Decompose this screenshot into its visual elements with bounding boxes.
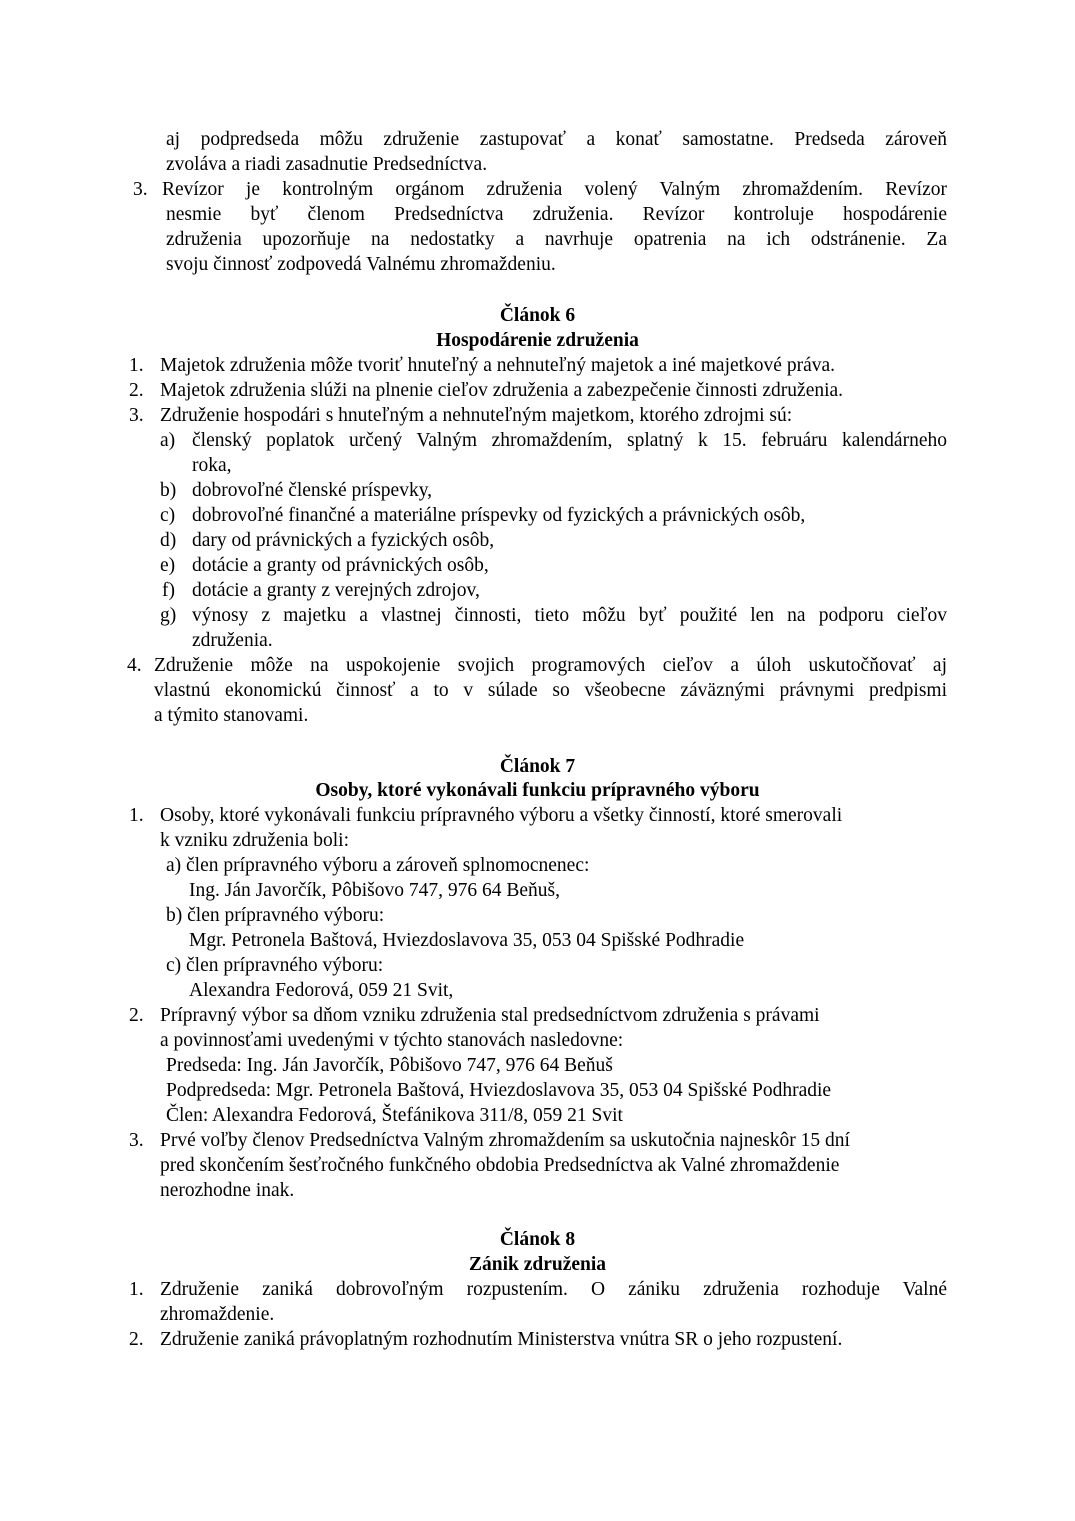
sub-letter: c) xyxy=(160,505,176,526)
article-subtitle: Osoby, ktoré vykonávali funkciu prípravného výboru xyxy=(315,780,760,801)
list-item: Osoby, ktoré vykonávali funkciu prípravného výboru a všetky činností, ktoré smerovali xyxy=(160,805,843,826)
paragraph-line: nesmie byť členom Predsedníctva združenia. Revízor kontroluje hospodárenie xyxy=(166,204,947,225)
sub-item: dobrovoľné finančné a materiálne príspevky od fyzických a právnických osôb, xyxy=(192,505,806,526)
list-item: Združenie zaniká dobrovoľným rozpustením. O zániku združenia rozhoduje Valné xyxy=(160,1279,947,1300)
list-item: vlastnú ekonomickú činnosť a to v súlade so všeobecne záväznými právnymi predpismi xyxy=(154,680,947,701)
list-item: Člen: Alexandra Fedorová, Štefánikova 311/8, 059 21 Svit xyxy=(166,1105,623,1126)
list-number: 3. xyxy=(129,1130,144,1151)
list-item: k vzniku združenia boli: xyxy=(160,830,349,851)
list-number: 3. xyxy=(133,179,148,200)
list-item: Podpredseda: Mgr. Petronela Baštová, Hviezdoslavova 35, 053 04 Spišské Podhradie xyxy=(166,1080,832,1101)
list-number: 1. xyxy=(129,355,144,376)
sub-letter: e) xyxy=(160,555,176,576)
list-item: a povinnosťami uvedenými v týchto stanovách nasledovne: xyxy=(160,1030,624,1051)
sub-letter: g) xyxy=(160,605,177,626)
list-item: nerozhodne inak. xyxy=(160,1180,295,1201)
sub-letter: b) xyxy=(160,480,177,501)
list-item: Majetok združenia slúži na plnenie cieľov združenia a zabezpečenie činnosti združenia. xyxy=(160,380,844,401)
list-number: 2. xyxy=(129,1329,144,1350)
sub-item: dotácie a granty z verejných zdrojov, xyxy=(192,580,480,601)
list-item: Majetok združenia môže tvoriť hnuteľný a nehnuteľný majetok a iné majetkové práva. xyxy=(160,355,836,376)
list-number: 1. xyxy=(129,1279,144,1300)
list-item: Prvé voľby členov Predsedníctva Valným zhromaždením sa uskutočnia najneskôr 15 dní xyxy=(160,1130,850,1151)
sub-letter: f) xyxy=(162,580,175,601)
sub-item: b) člen prípravného výboru: xyxy=(166,905,385,926)
paragraph-line: združenia upozorňuje na nedostatky a navrhuje opatrenia na ich odstránenie. Za xyxy=(166,229,947,250)
sub-item: roka, xyxy=(192,455,232,476)
person-entry: Mgr. Petronela Baštová, Hviezdoslavova 35, 053 04 Spišské Podhradie xyxy=(189,930,745,951)
sub-item: dobrovoľné členské príspevky, xyxy=(192,480,433,501)
sub-item: výnosy z majetku a vlastnej činnosti, tieto môžu byť použité len na podporu cieľov xyxy=(192,605,947,626)
sub-item: dotácie a granty od právnických osôb, xyxy=(192,555,489,576)
list-item: Združenie zaniká právoplatným rozhodnutím Ministerstva vnútra SR o jeho rozpustení. xyxy=(160,1329,843,1350)
list-number: 1. xyxy=(129,805,144,826)
sub-item: členský poplatok určený Valným zhromaždením, splatný k 15. februáru kalendárneho xyxy=(192,430,947,451)
paragraph-line: zvoláva a riadi zasadnutie Predsedníctva. xyxy=(166,154,488,175)
sub-letter: a) xyxy=(160,430,176,451)
list-item: Prípravný výbor sa dňom vzniku združenia stal predsedníctvom združenia s právami xyxy=(160,1005,820,1026)
list-number: 4. xyxy=(127,655,142,676)
list-number: 3. xyxy=(129,405,144,426)
sub-item: dary od právnických a fyzických osôb, xyxy=(192,530,495,551)
list-number: 2. xyxy=(129,1005,144,1026)
list-item: Predseda: Ing. Ján Javorčík, Pôbišovo 747, 976 64 Beňuš xyxy=(166,1055,613,1076)
sub-item: združenia. xyxy=(192,630,273,651)
sub-item: a) člen prípravného výboru a zároveň splnomocnenec: xyxy=(166,855,590,876)
list-item: Združenie môže na uspokojenie svojich programových cieľov a úloh uskutočňovať aj xyxy=(154,655,947,676)
article-title: Článok 6 xyxy=(499,305,576,326)
article-title: Článok 7 xyxy=(499,756,576,777)
paragraph-line: aj podpredseda môžu združenie zastupovať a konať samostatne. Predseda zároveň xyxy=(166,129,947,150)
article-subtitle: Hospodárenie združenia xyxy=(436,330,639,351)
article-subtitle: Zánik združenia xyxy=(468,1254,607,1275)
sub-letter: d) xyxy=(160,530,177,551)
list-item: Združenie hospodári s hnuteľným a nehnuteľným majetkom, ktorého zdrojmi sú: xyxy=(160,405,793,426)
person-entry: Ing. Ján Javorčík, Pôbišovo 747, 976 64 Beňuš, xyxy=(189,880,561,901)
person-entry: Alexandra Fedorová, 059 21 Svit, xyxy=(189,980,454,1001)
list-item: a týmito stanovami. xyxy=(154,705,309,726)
list-item: zhromaždenie. xyxy=(160,1304,275,1325)
list-number: 2. xyxy=(129,380,144,401)
article-title: Článok 8 xyxy=(499,1229,576,1250)
list-item: pred skončením šesťročného funkčného obdobia Predsedníctva ak Valné zhromaždenie xyxy=(160,1155,840,1176)
paragraph-line: svoju činnosť zodpovedá Valnému zhromaždeniu. xyxy=(166,254,556,275)
paragraph-line: Revízor je kontrolným orgánom združenia volený Valným zhromaždením. Revízor xyxy=(162,179,947,200)
sub-item: c) člen prípravného výboru: xyxy=(166,955,384,976)
